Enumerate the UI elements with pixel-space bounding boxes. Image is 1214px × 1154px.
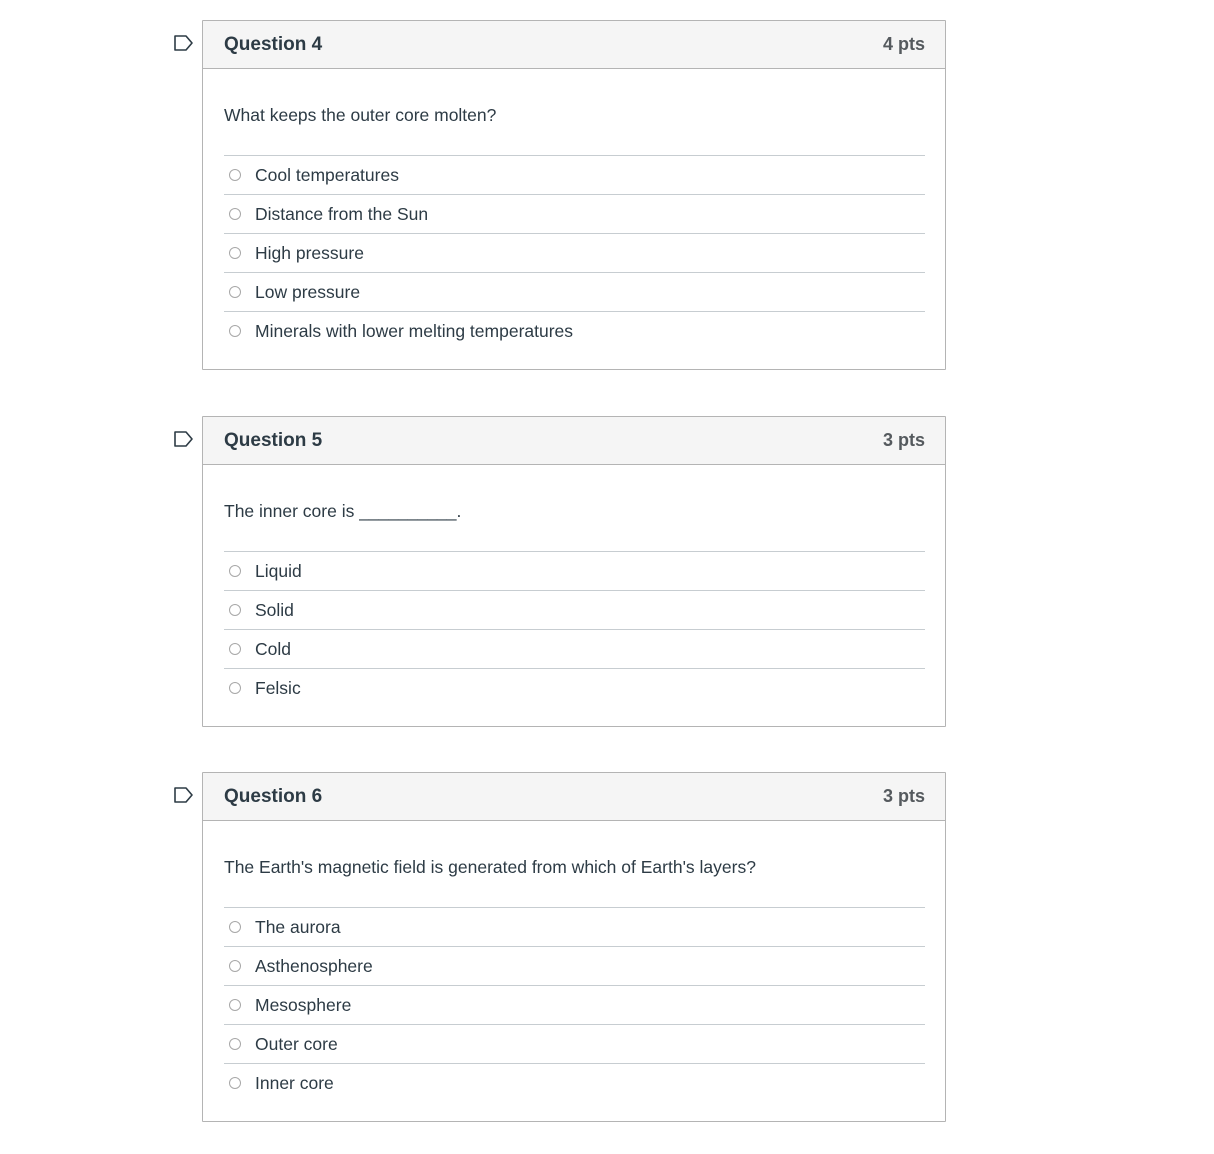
answer-label: Felsic [255, 677, 301, 698]
radio-button[interactable] [229, 682, 241, 694]
question-points: 4 pts [882, 34, 925, 54]
question-title: Question 4 [224, 33, 323, 55]
answer-option[interactable] [224, 1025, 925, 1064]
radio-button[interactable] [229, 960, 241, 972]
answer-label: The aurora [255, 916, 341, 937]
answer-option[interactable] [224, 630, 925, 669]
answer-label: Minerals with lower melting temperatures [255, 320, 574, 341]
answer-option[interactable] [224, 669, 925, 707]
answer-option[interactable] [224, 312, 925, 350]
radio-button[interactable] [229, 565, 241, 577]
answer-option[interactable] [224, 1064, 925, 1102]
answer-option[interactable] [224, 552, 925, 591]
answer-label: Distance from the Sun [255, 203, 429, 224]
radio-button[interactable] [229, 604, 241, 616]
answer-label: Solid [255, 599, 294, 620]
answer-label: Liquid [255, 560, 302, 581]
question-card [202, 20, 946, 370]
question-body [203, 465, 945, 726]
answer-label: Cool temperatures [255, 164, 399, 185]
question-title: Question 6 [224, 785, 323, 807]
answer-option[interactable] [224, 986, 925, 1025]
answer-label: Cold [255, 638, 291, 659]
radio-button[interactable] [229, 999, 241, 1011]
radio-button[interactable] [229, 921, 241, 933]
answer-list [224, 907, 925, 1102]
radio-button[interactable] [229, 643, 241, 655]
question-text: The Earth's magnetic field is generated from which of Earth's layers? [224, 857, 756, 877]
flag-question-icon[interactable] [174, 787, 194, 803]
question-points: 3 pts [882, 430, 925, 450]
question-body [203, 69, 945, 369]
answer-option[interactable] [224, 195, 925, 234]
radio-button[interactable] [229, 1038, 241, 1050]
answer-option[interactable] [224, 273, 925, 312]
radio-button[interactable] [229, 1077, 241, 1089]
answer-label: Low pressure [255, 281, 361, 302]
answer-label: Mesosphere [255, 994, 352, 1015]
question-text: What keeps the outer core molten? [224, 105, 497, 125]
answer-option[interactable] [224, 947, 925, 986]
question-header [203, 773, 945, 821]
answer-option[interactable] [224, 591, 925, 630]
answer-list [224, 155, 925, 350]
answer-label: Asthenosphere [255, 955, 373, 976]
question-header [203, 21, 945, 69]
question-title: Question 5 [224, 429, 323, 451]
answer-label: Outer core [255, 1033, 338, 1054]
answer-option[interactable] [224, 156, 925, 195]
answer-label: High pressure [255, 242, 364, 263]
radio-button[interactable] [229, 286, 241, 298]
radio-button[interactable] [229, 325, 241, 337]
question-card [202, 416, 946, 727]
answer-option[interactable] [224, 234, 925, 273]
flag-question-icon[interactable] [174, 431, 194, 447]
answer-option[interactable] [224, 908, 925, 947]
question-body [203, 821, 945, 1121]
flag-question-icon[interactable] [174, 35, 194, 51]
radio-button[interactable] [229, 169, 241, 181]
radio-button[interactable] [229, 247, 241, 259]
radio-button[interactable] [229, 208, 241, 220]
question-points: 3 pts [882, 786, 925, 806]
answer-list [224, 551, 925, 707]
question-text: The inner core is __________. [224, 501, 462, 521]
answer-label: Inner core [255, 1072, 334, 1093]
question-card [202, 772, 946, 1122]
question-header [203, 417, 945, 465]
